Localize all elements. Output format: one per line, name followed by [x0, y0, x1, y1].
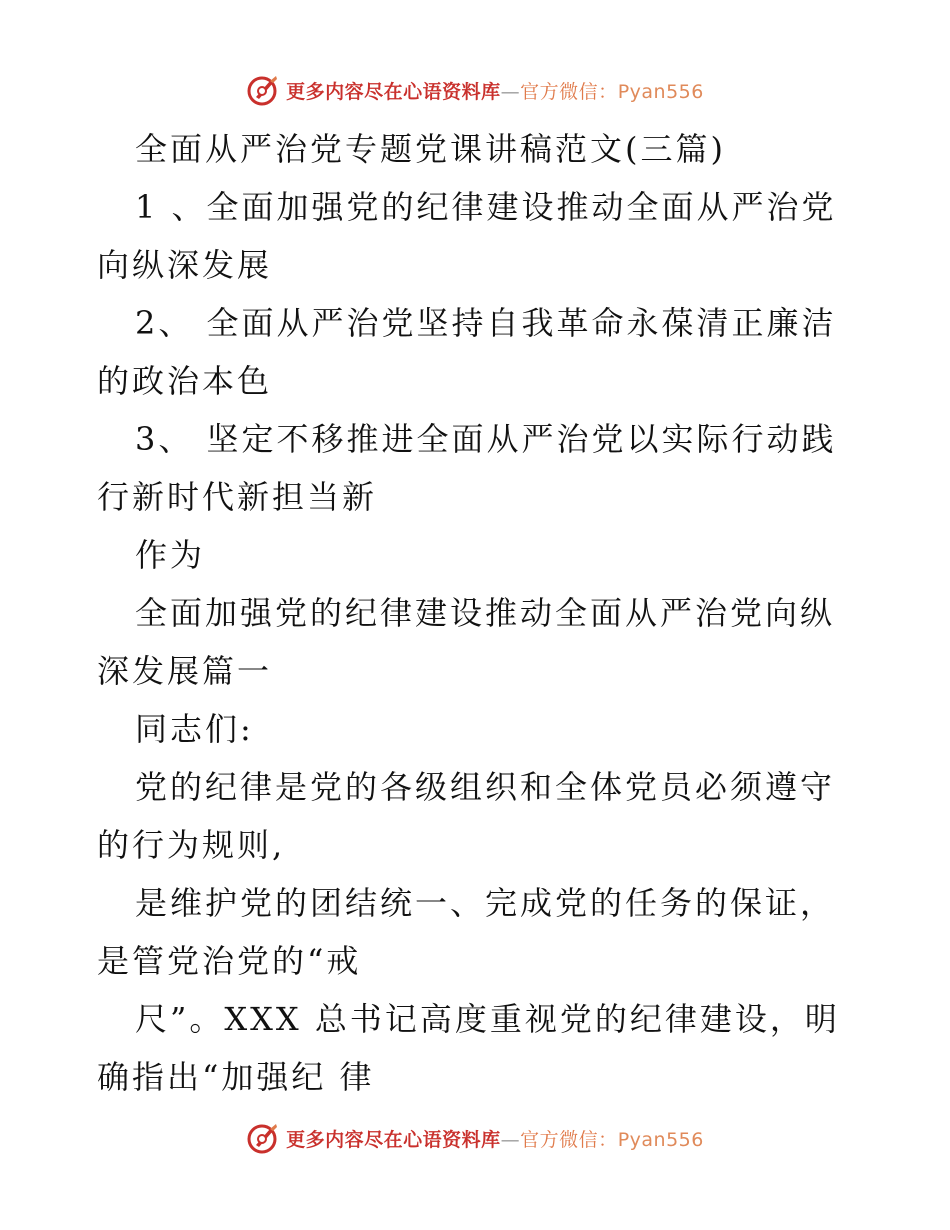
footer-watermark [0, 1118, 950, 1158]
watermark-text: 更多内容尽在心语资料库—官方微信：Pyan556 [286, 1128, 704, 1151]
toc-item-3-continued: 作为 [135, 536, 206, 574]
toc-item-1: 1 、全面加强党的纪律建设推动全面从严治党向纵深发展 [97, 188, 837, 284]
quill-seal-logo-icon [246, 73, 280, 107]
watermark-text: 更多内容尽在心语资料库—官方微信：Pyan556 [286, 80, 704, 103]
section-heading: 全面加强党的纪律建设推动全面从严治党向纵深发展篇一 [97, 594, 836, 690]
document-title: 全面从严治党专题党课讲稿范文(三篇) [135, 130, 726, 168]
salutation: 同志们: [135, 710, 254, 748]
toc-item-3: 3、 坚定不移推进全面从严治党以实际行动践行新时代新担当新 [97, 420, 837, 516]
body-paragraph-1: 党的纪律是党的各级组织和全体党员必须遵守的行为规则, [97, 768, 836, 864]
quill-seal-logo-icon [246, 1121, 280, 1155]
body-paragraph-2: 是维护党的团结统一、完成党的任务的保证，是管党治党的“戒 [97, 884, 836, 980]
document-body [97, 120, 857, 1106]
header-watermark [0, 70, 950, 110]
toc-item-2: 2、 全面从严治党坚持自我革命永葆清正廉洁的政治本色 [97, 304, 837, 400]
body-paragraph-3: 尺”。XXX 总书记高度重视党的纪律建设，明确指出“加强纪 律 [97, 1000, 840, 1096]
